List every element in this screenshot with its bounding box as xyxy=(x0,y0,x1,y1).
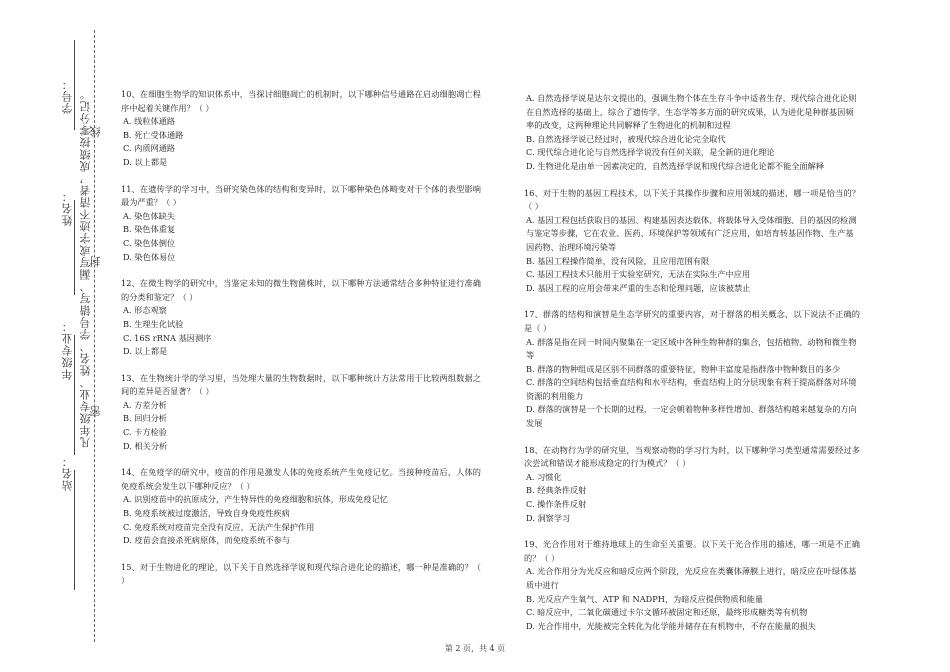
option-c: C. 现代综合进化论与自然选择学说没有任何关联，是全新的进化理论 xyxy=(526,147,775,158)
option-d: D. 生物进化是由单一因素决定的，自然选择学说和现代综合进化论都不能全面解释 xyxy=(526,160,825,171)
question-stem: 10、在细胞生物学的知识体系中，当探讨细胞凋亡的机制时，以下哪种信号通路在启动细胞凋亡程序中起着关键作用？（ ） xyxy=(121,89,481,113)
option-c: C. 操作条件反射 xyxy=(526,499,587,510)
option-c: C. 染色体倒位 xyxy=(123,237,176,248)
question-stem: 18、在动物行为学的研究里，当观察动物的学习行为时，以下哪种学习类型通常需要经过多次尝试和错误才能形成稳定的行为模式？（ ） xyxy=(524,444,860,469)
option-b: B. 群落的物种组成是区别不同群落的重要特征，物种丰富度是指群落中物种数目的多少 xyxy=(526,363,841,374)
option-b: B. 免疫系统被过度激活，导致自身免疫性疾病 xyxy=(123,508,290,519)
page-footer: 第 2 页，共 4 页 xyxy=(444,644,506,653)
option-d: D. 基因工程的应用会带来严重的生态和伦理问题，应该被禁止 xyxy=(526,282,751,293)
question-17 xyxy=(524,308,860,430)
right-column xyxy=(524,92,860,646)
option-a: A. 习惯化 xyxy=(526,471,562,482)
question-stem: 11、在遗传学的学习中，当研究染色体的结构和变异时，以下哪种染色体畸变对于个体的表型影响最为严重？（ ） xyxy=(121,183,481,208)
option-d: D. 染色体易位 xyxy=(123,251,176,262)
question-stem: 19、光合作用对于维持地球上的生命至关重要。以下关于光合作用的描述，哪一项是不正确的？（ ） xyxy=(524,539,860,563)
binding-dashed-line xyxy=(94,30,95,642)
option-b: B. 死亡受体通路 xyxy=(123,129,184,140)
option-c: C. 基因工程技术只能用于实验室研究，无法在实际生产中应用 xyxy=(526,269,751,280)
option-a: A. 染色体缺失 xyxy=(123,210,176,221)
option-b: B. 经典条件反射 xyxy=(526,485,587,496)
option-d: D. 洞察学习 xyxy=(526,512,571,523)
question-stem: 17、群落的结构和演替是生态学研究的重要内容，对于群落的相关概念，以下说法不正确的是（ ） xyxy=(524,309,860,333)
option-a: A. 识别疫苗中的抗原成分，产生特异性的免疫细胞和抗体，形成免疫记忆 xyxy=(123,494,388,505)
option-d: D. 以上都是 xyxy=(123,156,168,167)
option-c: C. 卡方检验 xyxy=(123,427,167,438)
option-b: B. 基因工程操作简单，没有风险，且应用范围有限 xyxy=(526,255,710,266)
option-c: C. 16S rRNA 基因测序 xyxy=(123,332,212,343)
option-a: A. 线粒体通路 xyxy=(123,116,176,127)
question-12 xyxy=(121,277,481,359)
question-15-options xyxy=(524,92,860,174)
question-14 xyxy=(121,466,481,548)
option-d: D. 相关分析 xyxy=(123,440,168,451)
grade-major-label: 年级专业： xyxy=(61,320,74,380)
question-stem: 13、在生物统计学的学习里，当处理大量的生物数据时，以下哪种统计方法常用于比较两组数据之间的差异是否显著？（ ） xyxy=(121,372,481,397)
left-column xyxy=(121,88,481,601)
student-id-label: 学号： xyxy=(61,78,74,114)
question-stem: 12、在微生物学的研究中，当鉴定未知的微生物菌株时，以下哪种方法通常结合多种特征进行准确的分类和鉴定？（ ） xyxy=(121,278,481,302)
question-11 xyxy=(121,183,481,265)
option-a: A. 形态观察 xyxy=(123,305,167,316)
binding-mark-feng: 封 xyxy=(89,255,102,267)
college-label: 站名： xyxy=(61,455,74,491)
option-d: D. 疫苗会直接杀死病原体，而免疫系统不参与 xyxy=(123,535,291,546)
question-19 xyxy=(524,538,860,633)
option-c: C. 暗反应中，二氧化碳通过卡尔文循环被固定和还原，最终形成糖类等有机物 xyxy=(526,607,808,618)
option-b: B. 光反应产生氧气、ATP 和 NADPH，为暗反应提供物质和能量 xyxy=(526,593,764,604)
binding-mark-mi: 密 xyxy=(89,405,102,417)
option-a: A. 基因工程包括获取目的基因、构建基因表达载体、将载体导入受体细胞、目的基因的检测与鉴定等步骤，它在农业、医药、环境保护等领域有广泛应用，如培育转基因作物、生产基因药物、治理环境污染等 xyxy=(526,214,857,252)
binding-margin xyxy=(0,0,112,672)
option-b: B. 自然选择学说已经过时，被现代综合进化论完全取代 xyxy=(526,133,726,144)
option-a: A. 群落是指在同一时间内聚集在一定区域中各种生物种群的集合，包括植物、动物和微生物等 xyxy=(526,336,857,361)
option-a: A. 方差分析 xyxy=(123,399,167,410)
question-stem: 16、对于生物的基因工程技术，以下关于其操作步骤和应用领域的描述，哪一项是恰当的？（ ） xyxy=(524,187,860,212)
question-15 xyxy=(121,561,481,588)
question-16 xyxy=(524,187,860,296)
question-stem: 15、对于生物进化的理论，以下关于自然选择学说和现代综合进化论的描述，哪一种是准确的？（ ） xyxy=(121,561,481,586)
option-d: D. 群落的演替是一个长期的过程，一定会朝着物种多样性增加、群落结构越来越复杂的方向发展 xyxy=(526,404,857,429)
question-10 xyxy=(121,88,481,170)
binding-mark-xian: 线 xyxy=(89,125,102,137)
question-stem: 14、在免疫学的研究中，疫苗的作用是激发人体的免疫系统产生免疫记忆。当接种疫苗后，人体的免疫系统会发生以下哪种反应？（ ） xyxy=(121,467,481,491)
option-b: B. 生理生化试验 xyxy=(123,318,184,329)
option-d: D. 光合作用中，光能被完全转化为化学能并储存在有机物中，不存在能量的损失 xyxy=(526,620,816,631)
binding-notice: 凡年级专业、姓名、学号错写、漏写或字迹不清者，成绩按零分记。 xyxy=(79,88,92,448)
option-b: B. 回归分析 xyxy=(123,413,167,424)
option-a: A. 自然选择学说是达尔文提出的，强调生物个体在生存斗争中适者生存，现代综合进化论则在自然选择的基础上，综合了遗传学、生态学等多方面的研究成果，认为进化是种群基因频率的改变，这两种理论共同解释了生物进化的机制和过程 xyxy=(526,93,857,131)
option-a: A. 光合作用分为光反应和暗反应两个阶段，光反应在类囊体薄膜上进行，暗反应在叶绿体基质中进行 xyxy=(526,566,857,590)
option-c: C. 内质网通路 xyxy=(123,143,176,154)
option-b: B. 染色体重复 xyxy=(123,224,176,235)
option-c: C. 免疫系统对疫苗完全没有反应，无法产生保护作用 xyxy=(123,521,315,532)
option-d: D. 以上都是 xyxy=(123,346,168,357)
question-18 xyxy=(524,444,860,526)
option-c: C. 群落的空间结构包括垂直结构和水平结构，垂直结构上的分层现象有利于提高群落对环境资源的利用能力 xyxy=(526,377,857,401)
student-name-label: 姓名： xyxy=(61,190,74,226)
question-13 xyxy=(121,372,481,454)
